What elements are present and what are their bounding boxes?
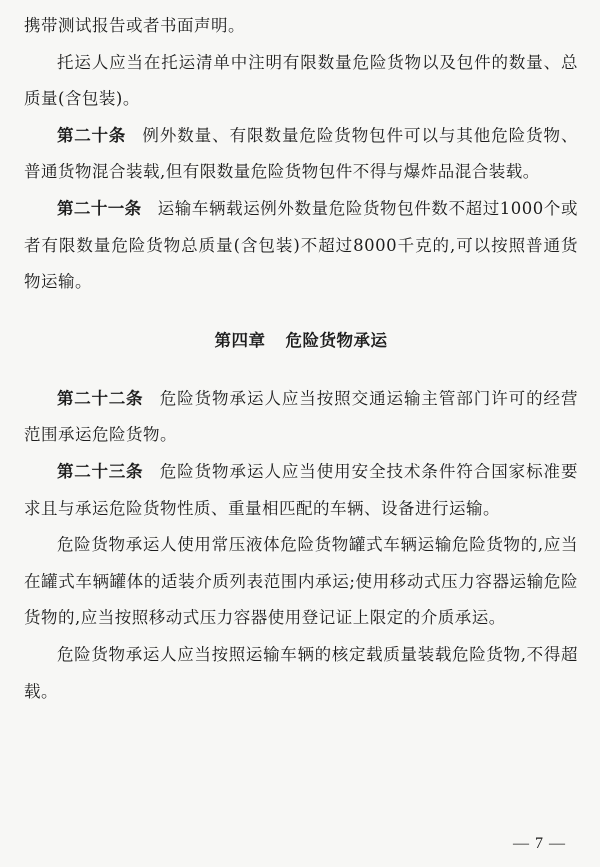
article-20 [24,118,578,191]
article-22 [24,381,578,454]
article-number: 第二十条 [57,125,126,145]
chapter-number: 第四章 [214,330,266,350]
paragraph-text: 危险货物承运人应当使用安全技术条件符合国家标准要求且与承运危险货物性质、重量相匹配的车辆、设备进行运输。 [24,461,579,518]
article-number: 第二十二条 [57,388,144,408]
article-number: 第二十一条 [57,198,142,218]
article-21 [24,191,578,301]
paragraph-text: 例外数量、有限数量危险货物包件可以与其他危险货物、普通货物混合装载,但有限数量危险货物包件不得与爆炸品混合装载。 [24,125,579,182]
paragraph-overload [24,637,578,710]
paragraph-tank-vehicles [24,527,578,637]
paragraph-text: 危险货物承运人应当按照运输车辆的核定载质量装载危险货物,不得超载。 [24,644,578,701]
page-number: — 7 — [513,835,566,852]
paragraph-1 [24,8,578,45]
paragraph-text: 危险货物承运人使用常压液体危险货物罐式车辆运输危险货物的,应当在罐式车辆罐体的适装介质列表范围内承运;使用移动式压力容器运输危险货物的,应当按照移动式压力容器使用登记证上限定的介质承运。 [24,535,578,628]
article-number: 第二十三条 [57,461,144,481]
paragraph-text: 携带测试报告或者书面声明。 [24,16,245,35]
article-23 [24,454,578,527]
chapter-title: 危险货物承运 [285,330,388,350]
paragraph-text: 托运人应当在托运清单中注明有限数量危险货物以及包件的数量、总质量(含包装)。 [24,52,578,109]
chapter-heading [24,323,578,359]
paragraph-2 [24,45,578,118]
paragraph-text: 危险货物承运人应当按照交通运输主管部门许可的经营范围承运危险货物。 [24,388,579,445]
paragraph-text: 运输车辆载运例外数量危险货物包件数不超过1000个或者有限数量危险货物总质量(含包装)不超过8000千克的,可以按照普通货物运输。 [24,198,579,292]
